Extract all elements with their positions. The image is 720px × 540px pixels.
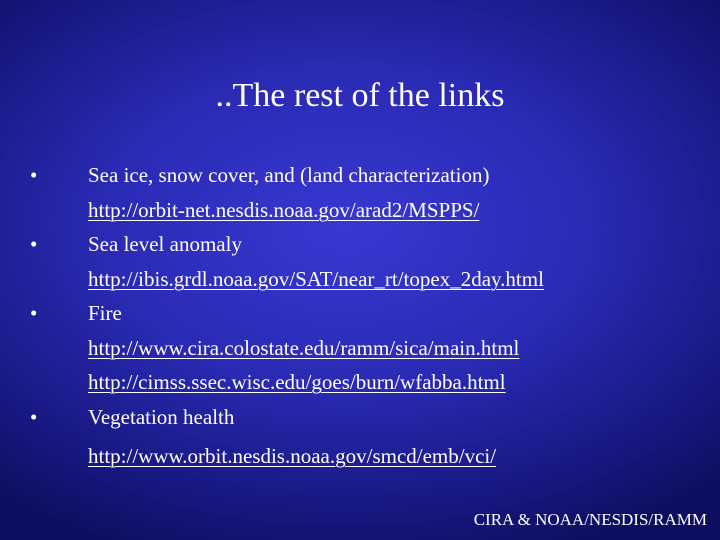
slide-title: ..The rest of the links xyxy=(215,77,505,114)
bullet-label: Vegetation health xyxy=(88,405,235,429)
link-vegetation[interactable]: http://www.orbit.nesdis.noaa.gov/smcd/emb/vci/ xyxy=(88,444,497,468)
link-sea-level[interactable]: http://ibis.grdl.noaa.gov/SAT/near_rt/topex_2day.html xyxy=(88,267,544,291)
bullet-label: Sea level anomaly xyxy=(88,232,242,256)
bullet-icon: • xyxy=(30,232,38,256)
link-sea-ice[interactable]: http://orbit-net.nesdis.noaa.gov/arad2/MSPPS/ xyxy=(88,198,480,222)
bullet-label: Fire xyxy=(88,301,122,325)
footer-credit: CIRA & NOAA/NESDIS/RAMM xyxy=(473,510,707,529)
link-fire-cimss[interactable]: http://cimss.ssec.wisc.edu/goes/burn/wfabba.html xyxy=(88,370,506,394)
bullet-icon: • xyxy=(30,405,38,429)
link-fire-cira[interactable]: http://www.cira.colostate.edu/ramm/sica/main.html xyxy=(88,336,520,360)
bullet-label: Sea ice, snow cover, and (land characterization) xyxy=(88,163,490,187)
bullet-icon: • xyxy=(30,301,38,325)
bullet-icon: • xyxy=(30,163,38,187)
